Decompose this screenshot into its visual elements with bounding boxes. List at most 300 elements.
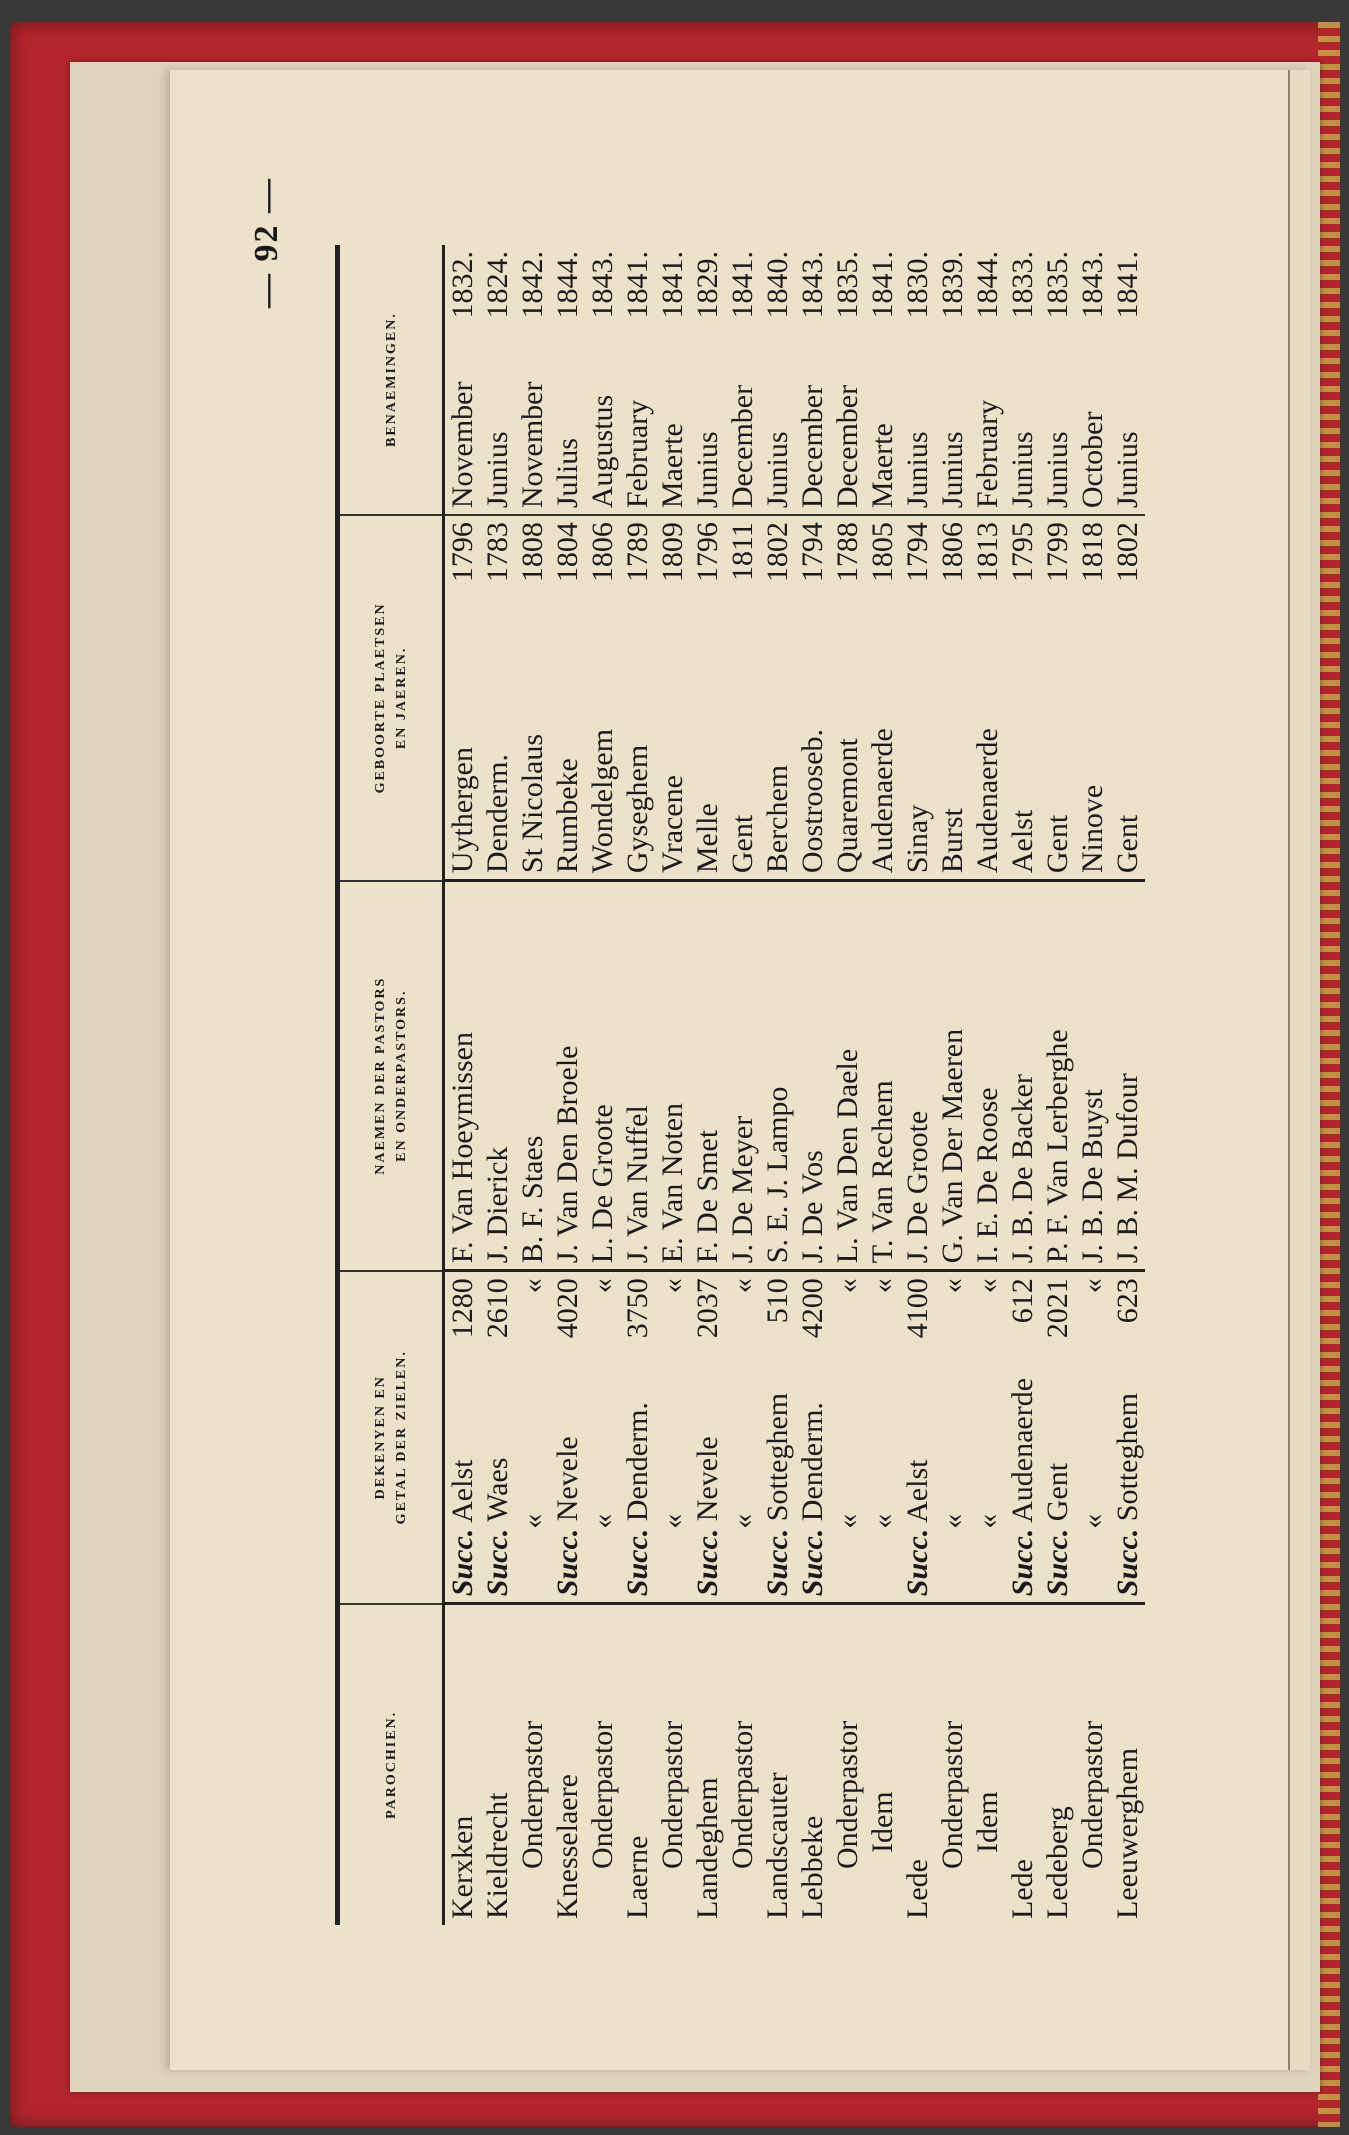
benaeming-jaer: 1843. [586,251,619,319]
benaeming-cell [1110,245,1145,515]
benaeming-jaer: 1841. [866,251,899,319]
facing-page-edge [1288,70,1310,2070]
naem-cell [935,881,970,1271]
geboorte-plaets: Audenaerde [971,728,1004,874]
table-row [795,245,830,1925]
geboorte-jaer: 1783 [481,522,514,583]
succ-label: Succ. [621,1528,654,1597]
benaeming-jaer: 1841. [656,251,689,319]
pastor-name: J. De Groote [901,1110,934,1264]
geboorte-cell [935,515,970,881]
benaeming-maend: November [446,381,479,509]
geboorte-jaer: 1789 [621,522,654,583]
benaeming-cell [585,245,620,515]
naem-cell [1005,881,1040,1271]
parochie-cell [795,1604,830,1925]
geboorte-jaer: 1795 [1006,522,1039,583]
parochie-name: Leeuwerghem [1111,1747,1144,1919]
page-number: — 92 — [248,177,285,308]
benaeming-cell [830,245,865,515]
table-row [655,245,690,1925]
succ-label: Succ. [1111,1528,1144,1597]
parochie-cell [935,1604,970,1925]
zielen-count: « [586,1278,619,1294]
benaeming-maend: Junius [761,431,794,509]
geboorte-plaets: Aelst [1006,809,1039,874]
naem-cell [795,881,830,1271]
dekenij-cell [935,1271,970,1604]
dekenij-cell [725,1271,760,1604]
pastor-name: L. Van Den Daele [831,1048,864,1264]
benaeming-jaer: 1840. [761,251,794,319]
geboorte-plaets: Melle [691,803,724,874]
geboorte-plaets: Ninove [1076,784,1109,874]
benaeming-maend: November [516,381,549,509]
succ-label: Succ. [691,1528,724,1597]
benaeming-jaer: 1843. [796,251,829,319]
header-parochien: PAROCHIEN. [338,1604,444,1925]
table-row [970,245,1005,1925]
table-row [1075,245,1110,1925]
benaeming-cell [725,245,760,515]
table-row [865,245,900,1925]
zielen-count: « [726,1278,759,1294]
geboorte-plaets: Quaremont [831,738,864,874]
succ-label: Succ. [446,1528,479,1597]
ditto-mark: « [586,1513,619,1529]
naem-cell [830,881,865,1271]
table-row [690,245,725,1925]
parochie-name: Lede [901,1859,934,1919]
geboorte-cell [725,515,760,881]
header-benaemingen: BENAEMINGEN. [338,245,444,515]
geboorte-plaets: Oostrooseb. [796,728,829,874]
dekenij-name: Aelst [446,1459,479,1523]
benaeming-cell [935,245,970,515]
pastor-name: J. Dierick [481,1146,514,1264]
benaeming-maend: February [621,399,654,509]
succ-label: Succ. [761,1528,794,1597]
parochie-name: Onderpastor [656,1720,689,1869]
benaeming-maend: February [971,399,1004,509]
dekenij-cell [760,1271,795,1604]
pastor-name: J. B. M. Dufour [1111,1073,1144,1264]
benaeming-cell [1005,245,1040,515]
dekenij-name: Denderm. [796,1402,829,1522]
ditto-mark: « [936,1513,969,1529]
geboorte-plaets: St Nicolaus [516,733,549,874]
benaeming-cell [760,245,795,515]
geboorte-cell [655,515,690,881]
pastor-name: T. Van Rechem [866,1080,899,1264]
benaeming-cell [1040,245,1075,515]
parochie-cell [1005,1604,1040,1925]
pastor-name: P. F. Van Lerberghe [1041,1029,1074,1264]
naem-cell [970,881,1005,1271]
succ-label: Succ. [481,1528,514,1597]
parochie-cell [830,1604,865,1925]
benaeming-jaer: 1830. [901,251,934,319]
benaeming-maend: December [831,384,864,509]
dekenij-name: Waes [481,1457,514,1522]
naem-cell [550,881,585,1271]
pastor-name: S. E. J. Lampo [761,1086,794,1264]
parochie-cell [655,1604,690,1925]
dekenij-cell [585,1271,620,1604]
benaeming-maend: Augustus [586,394,619,509]
zielen-count: « [866,1278,899,1294]
geboorte-cell [865,515,900,881]
naem-cell [620,881,655,1271]
parochie-cell [865,1604,900,1925]
parochie-cell [1110,1604,1145,1925]
zielen-count: 612 [1006,1278,1039,1324]
zielen-count: « [516,1278,549,1294]
zielen-count: 1280 [446,1278,479,1339]
geboorte-jaer: 1805 [866,522,899,583]
zielen-count: 4100 [901,1278,934,1339]
parochie-cell [620,1604,655,1925]
geboorte-cell [830,515,865,881]
parochie-name: Lede [1006,1859,1039,1919]
geboorte-jaer: 1806 [586,522,619,583]
parochie-name: Onderpastor [936,1720,969,1869]
zielen-count: 2037 [691,1278,724,1339]
parochie-name: Onderpastor [726,1720,759,1869]
benaeming-maend: Maerte [656,423,689,509]
geboorte-jaer: 1811 [726,522,759,582]
geboorte-plaets: Rumbeke [551,758,584,874]
dekenij-cell [550,1271,585,1604]
geboorte-plaets: Wondelgem [586,728,619,874]
geboorte-plaets: Audenaerde [866,728,899,874]
geboorte-cell [1005,515,1040,881]
benaeming-cell [655,245,690,515]
succ-label: Succ. [901,1528,934,1597]
geboorte-cell [690,515,725,881]
parochie-name: Kerxken [446,1815,479,1919]
geboorte-jaer: 1808 [516,522,549,583]
parochie-name: Onderpastor [516,1720,549,1869]
benaeming-maend: Junius [1006,431,1039,509]
zielen-count: 4200 [796,1278,829,1339]
pastor-name: J. B. De Backer [1006,1074,1039,1264]
table-row [1005,245,1040,1925]
table-row [444,245,481,1925]
benaeming-jaer: 1824. [481,251,514,319]
parochie-name: Landscauter [761,1772,794,1919]
naem-cell [760,881,795,1271]
dekenij-cell [970,1271,1005,1604]
pastor-name: I. E. De Roose [971,1087,1004,1264]
dekenij-cell [480,1271,515,1604]
benaeming-maend: December [796,384,829,509]
parochie-cell [1075,1604,1110,1925]
parochie-cell [900,1604,935,1925]
benaeming-cell [444,245,481,515]
ditto-mark: « [656,1513,689,1529]
parochie-cell [480,1604,515,1925]
parochie-name: Onderpastor [586,1720,619,1869]
geboorte-jaer: 1796 [446,522,479,583]
pastor-name: L. De Groote [586,1104,619,1264]
dekenij-cell [900,1271,935,1604]
pastor-name: J. Van Nuffel [621,1105,654,1264]
dekenij-cell [620,1271,655,1604]
parochie-cell [550,1604,585,1925]
parochie-name: Lebbeke [796,1815,829,1919]
dekenij-cell [865,1271,900,1604]
benaeming-maend: December [726,384,759,509]
naem-cell [1110,881,1145,1271]
succ-label: Succ. [1006,1528,1039,1597]
naem-cell [1075,881,1110,1271]
benaeming-cell [690,245,725,515]
pastor-name: F. Van Hoeymissen [446,1032,479,1264]
geboorte-cell [620,515,655,881]
zielen-count: « [831,1278,864,1294]
header-geboorte: GEBOORTE PLAETSEN EN JAEREN. [338,515,444,881]
dekenij-cell [830,1271,865,1604]
naem-cell [515,881,550,1271]
geboorte-cell [900,515,935,881]
geboorte-jaer: 1802 [761,522,794,583]
table-row [760,245,795,1925]
geboorte-jaer: 1788 [831,522,864,583]
table-row [830,245,865,1925]
geboorte-jaer: 1813 [971,522,1004,583]
geboorte-jaer: 1799 [1041,522,1074,583]
dekenij-name: Aelst [901,1459,934,1523]
benaeming-maend: Junius [936,431,969,509]
header-naemen: NAEMEN DER PASTORS EN ONDERPASTORS. [338,881,444,1271]
naem-cell [444,881,481,1271]
benaeming-jaer: 1843. [1076,251,1109,319]
zielen-count: 3750 [621,1278,654,1339]
naem-cell [585,881,620,1271]
benaeming-cell [1075,245,1110,515]
benaeming-maend: Julius [551,438,584,509]
naem-cell [655,881,690,1271]
dekenij-cell [795,1271,830,1604]
table-row [515,245,550,1925]
geboorte-plaets: Burst [936,808,969,874]
geboorte-plaets: Vracene [656,775,689,874]
dekenij-cell [515,1271,550,1604]
parochie-name: Idem [971,1791,1004,1853]
benaeming-jaer: 1842. [516,251,549,319]
pastor-name: F. De Smet [691,1129,724,1264]
naem-cell [900,881,935,1271]
parochie-name: Kieldrecht [481,1792,514,1919]
benaeming-cell [620,245,655,515]
benaeming-cell [550,245,585,515]
geboorte-plaets: Denderm. [481,754,514,874]
parochie-name: Ledeberg [1041,1806,1074,1919]
geboorte-cell [585,515,620,881]
table-row [935,245,970,1925]
zielen-count: 4020 [551,1278,584,1339]
geboorte-cell [1040,515,1075,881]
benaeming-maend: Junius [481,431,514,509]
pastor-name: J. De Vos [796,1150,829,1264]
benaeming-jaer: 1841. [621,251,654,319]
dekenij-name: Sotteghem [761,1392,794,1522]
ditto-mark: « [866,1513,899,1529]
geboorte-jaer: 1809 [656,522,689,583]
zielen-count: « [656,1278,689,1294]
ditto-mark: « [971,1513,1004,1529]
dekenij-name: Sotteghem [1111,1392,1144,1522]
pastor-name: E. Van Noten [656,1102,689,1264]
geboorte-jaer: 1794 [796,522,829,583]
dekenij-cell [655,1271,690,1604]
parochie-name: Knesselaere [551,1774,584,1919]
benaeming-maend: Maerte [866,423,899,509]
book-spine [1318,22,1340,2127]
benaeming-jaer: 1832. [446,251,479,319]
pastor-name: J. Van Den Broele [551,1045,584,1264]
benaeming-jaer: 1841. [726,251,759,319]
dekenij-cell [444,1271,481,1604]
parochie-cell [690,1604,725,1925]
pastor-name: G. Van Der Maeren [936,1028,969,1264]
naem-cell [725,881,760,1271]
table-row [725,245,760,1925]
naem-cell [690,881,725,1271]
benaeming-jaer: 1833. [1006,251,1039,319]
pastor-name: B. F. Staes [516,1135,549,1264]
benaeming-maend: Junius [1111,431,1144,509]
parochie-cell [515,1604,550,1925]
benaeming-maend: Junius [901,431,934,509]
geboorte-jaer: 1818 [1076,522,1109,583]
benaeming-jaer: 1844. [551,251,584,319]
parochie-name: Landeghem [691,1777,724,1919]
header-dekenyen: DEKENYEN EN GETAL DER ZIELEN. [338,1271,444,1604]
geboorte-cell [550,515,585,881]
parochie-cell [970,1604,1005,1925]
benaeming-jaer: 1829. [691,251,724,319]
parochie-cell [1040,1604,1075,1925]
table-body [444,245,1146,1925]
geboorte-plaets: Uythergen [446,747,479,874]
table-row [550,245,585,1925]
dekenij-cell [690,1271,725,1604]
zielen-count: 510 [761,1278,794,1324]
zielen-count: 623 [1111,1278,1144,1324]
table-row [585,245,620,1925]
benaeming-cell [900,245,935,515]
benaeming-cell [865,245,900,515]
dekenij-cell [1005,1271,1040,1604]
dekenij-name: Audenaerde [1006,1377,1039,1523]
zielen-count: « [936,1278,969,1294]
geboorte-cell [970,515,1005,881]
benaeming-jaer: 1839. [936,251,969,319]
succ-label: Succ. [551,1528,584,1597]
table-row [1040,245,1075,1925]
geboorte-jaer: 1806 [936,522,969,583]
geboorte-plaets: Gent [1041,814,1074,874]
table-row [480,245,515,1925]
parish-table [335,245,1145,1925]
dekenij-cell [1040,1271,1075,1604]
benaeming-maend: October [1076,411,1109,509]
parochie-cell [725,1604,760,1925]
pastor-name: J. B. De Buyst [1076,1089,1109,1264]
rotated-sheet [240,165,1240,1975]
benaeming-jaer: 1841. [1111,251,1144,319]
benaeming-cell [515,245,550,515]
dekenij-cell [1110,1271,1145,1604]
benaeming-cell [480,245,515,515]
geboorte-cell [515,515,550,881]
geboorte-cell [1075,515,1110,881]
geboorte-plaets: Sinay [901,804,934,874]
benaeming-jaer: 1844. [971,251,1004,319]
ditto-mark: « [726,1513,759,1529]
parochie-name: Laerne [621,1835,654,1919]
benaeming-cell [970,245,1005,515]
geboorte-cell [444,515,481,881]
naem-cell [480,881,515,1271]
geboorte-plaets: Gyseghem [621,744,654,874]
benaeming-jaer: 1835. [1041,251,1074,319]
book-page [170,70,1310,2070]
zielen-count: 2021 [1041,1278,1074,1339]
table-header-row [338,245,444,1925]
dekenij-cell [1075,1271,1110,1604]
geboorte-cell [480,515,515,881]
geboorte-jaer: 1802 [1111,522,1144,583]
parochie-cell [585,1604,620,1925]
geboorte-jaer: 1796 [691,522,724,583]
table-row [1110,245,1145,1925]
benaeming-jaer: 1835. [831,251,864,319]
dekenij-name: Denderm. [621,1402,654,1522]
parochie-name: Idem [866,1791,899,1853]
naem-cell [865,881,900,1271]
table-row [620,245,655,1925]
parochie-cell [760,1604,795,1925]
geboorte-cell [795,515,830,881]
parochie-name: Onderpastor [1076,1720,1109,1869]
benaeming-maend: Junius [691,431,724,509]
dekenij-name: Nevele [551,1436,584,1522]
geboorte-plaets: Gent [726,814,759,874]
naem-cell [1040,881,1075,1271]
dekenij-name: Nevele [691,1436,724,1522]
geboorte-cell [1110,515,1145,881]
benaeming-maend: Junius [1041,431,1074,509]
ditto-mark: « [516,1513,549,1529]
zielen-count: « [971,1278,1004,1294]
pastor-name: J. De Meyer [726,1115,759,1264]
table-row [900,245,935,1925]
ditto-mark: « [1076,1513,1109,1529]
geboorte-plaets: Gent [1111,814,1144,874]
geboorte-plaets: Berchem [761,764,794,874]
geboorte-cell [760,515,795,881]
parochie-cell [444,1604,481,1925]
succ-label: Succ. [796,1528,829,1597]
succ-label: Succ. [1041,1528,1074,1597]
zielen-count: « [1076,1278,1109,1294]
geboorte-jaer: 1794 [901,522,934,583]
geboorte-jaer: 1804 [551,522,584,583]
zielen-count: 2610 [481,1278,514,1339]
